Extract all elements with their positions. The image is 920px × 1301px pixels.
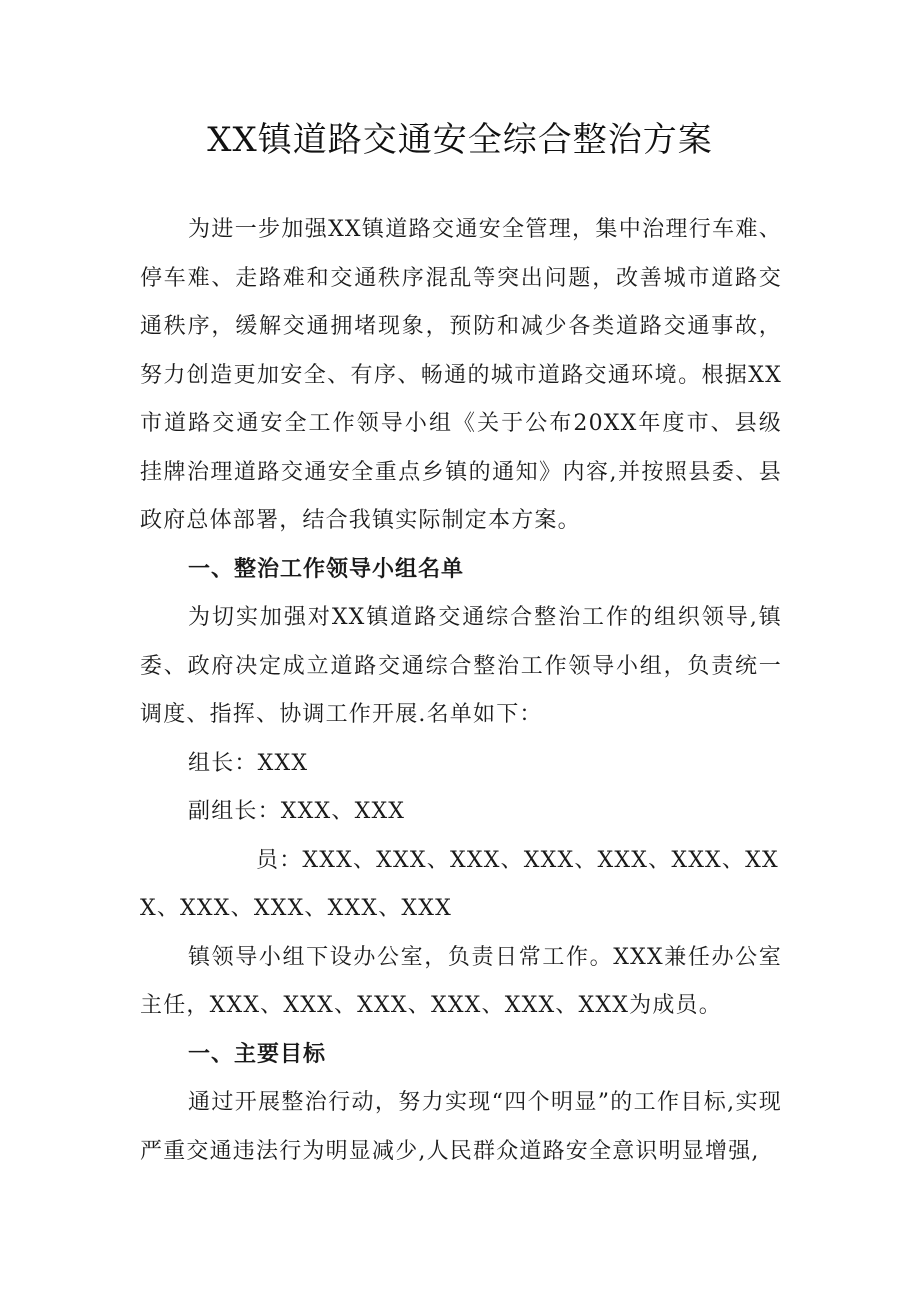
intro-paragraph: 为进一步加强XX镇道路交通安全管理，集中治理行车难、停车难、走路难和交通秩序混乱等突出问题，改善城市道路交通秩序，缓解交通拥堵现象，预防和减少各类道路交通事故，努力创造更加安全、有序、畅通的城市道路交通环境。根据XX市道路交通安全工作领导小组《关于公布20XX年度市、县级挂牌治理道路交通安全重点乡镇的通知》内容,并按照县委、县政府总体部署，结合我镇实际制定本方案。 — [140, 217, 782, 533]
section-heading-leadership-group: 一、整治工作领导小组名单 — [188, 556, 465, 582]
members-line: 员：XXX、XXX、XXX、XXX、XXX、XXX、XXX、XXX、XXX、XXX、XXX — [140, 847, 779, 921]
deputy-leader-line: 副组长：XXX、XXX — [188, 799, 406, 824]
office-paragraph: 镇领导小组下设办公室，负责日常工作。XXX兼任办公室主任，XXX、XXX、XXX、XXX、XXX、XXX为成员。 — [140, 944, 782, 1018]
section-heading-main-goals: 一、主要目标 — [188, 1041, 327, 1067]
leadership-paragraph: 为切实加强对XX镇道路交通综合整治工作的组织领导,镇委、政府决定成立道路交通综合整治工作领导小组，负责统一调度、指挥、协调工作开展.名单如下： — [140, 605, 782, 727]
main-goals-paragraph: 通过开展整治行动，努力实现“四个明显”的工作目标,实现严重交通违法行为明显减少,人民群众道路安全意识明显增强, — [140, 1090, 782, 1164]
document-body — [140, 206, 782, 1176]
document-title: XX镇道路交通安全综合整治方案 — [207, 120, 713, 160]
group-leader-line: 组长：XXX — [188, 750, 309, 776]
